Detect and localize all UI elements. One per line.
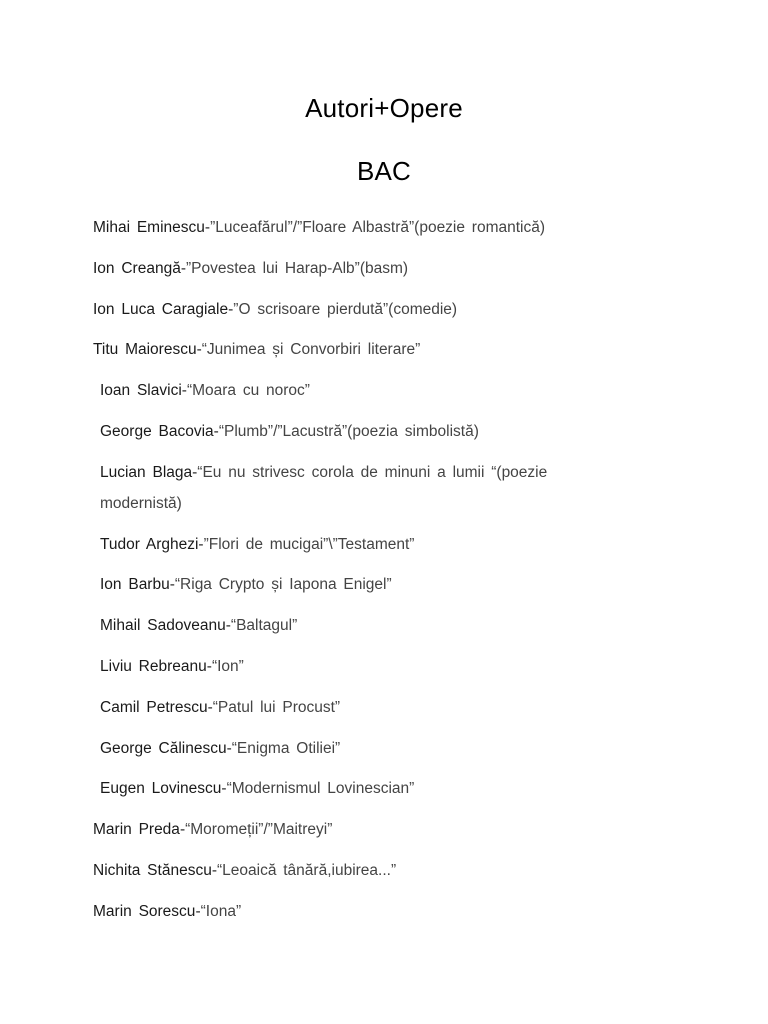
list-item (93, 855, 613, 886)
separator: - (195, 902, 201, 920)
author-name: George Călinescu (100, 739, 227, 757)
work-title: ”Luceafărul”/”Floare Albastră”(poezie romantică) (210, 219, 546, 236)
separator: - (221, 780, 227, 798)
author-name: Ion Creangă (93, 259, 181, 277)
list-item (93, 773, 613, 804)
separator: - (213, 422, 219, 440)
work-title: “Moara cu noroc” (186, 382, 310, 400)
list-item (93, 814, 613, 845)
separator: - (226, 739, 232, 757)
author-name: Mihail Sadoveanu (100, 617, 226, 635)
author-name: Mihai Eminescu (93, 219, 205, 236)
work-title: ”Flori de mucigai”\”Testament” (203, 535, 415, 553)
separator: - (181, 382, 187, 400)
work-title: “Plumb”/”Lacustră”(poezia simbolistă) (218, 422, 479, 440)
author-name: Ioan Slavici (100, 382, 182, 400)
document-subtitle: BAC (356, 156, 412, 186)
work-title: “Moromeții”/”Maitreyi” (185, 821, 333, 839)
separator: - (225, 617, 231, 635)
work-title: “Junimea și Convorbiri literare” (201, 341, 421, 359)
author-works-list (93, 212, 613, 937)
work-title: “Baltagul” (230, 617, 298, 635)
list-item (93, 253, 613, 284)
author-name: Marin Preda (93, 821, 180, 839)
author-name: Lucian Blaga (100, 463, 193, 481)
work-title: “Riga Crypto și Iapona Enigel” (174, 576, 392, 594)
work-title: ”O scrisoare pierdută”(comedie) (233, 300, 458, 318)
separator: - (207, 698, 213, 716)
separator: - (204, 219, 211, 236)
work-title: “Iona” (200, 902, 242, 920)
work-title: “Ion” (211, 657, 244, 675)
author-name: Ion Luca Caragiale (93, 300, 229, 318)
author-name: Tudor Arghezi (100, 535, 199, 553)
separator: - (211, 861, 217, 879)
separator: - (180, 259, 186, 277)
list-item (93, 375, 613, 406)
list-item (93, 569, 613, 600)
work-title: “Enigma Otiliei” (231, 739, 341, 757)
list-item (93, 692, 613, 723)
separator: - (192, 463, 198, 481)
document-title: Autori+Opere (305, 93, 463, 123)
separator: - (196, 341, 202, 359)
separator: - (198, 535, 204, 553)
work-title: “Patul lui Procust” (212, 698, 341, 716)
list-item (93, 457, 613, 519)
list-item (93, 896, 613, 927)
author-name: Eugen Lovinescu (100, 780, 222, 798)
separator: - (228, 300, 234, 318)
list-item (93, 294, 613, 325)
author-name: Camil Petrescu (100, 698, 208, 716)
list-item (93, 610, 613, 641)
author-name: Nichita Stănescu (93, 861, 212, 879)
list-item (93, 733, 613, 764)
work-title: “Modernismul Lovinescian” (226, 780, 415, 798)
list-item (93, 334, 613, 365)
work-title: “Leoaică tânără,iubirea...” (216, 861, 397, 879)
list-item (93, 651, 613, 682)
separator: - (206, 657, 212, 675)
author-name: Ion Barbu (100, 576, 170, 594)
work-title: ”Povestea lui Harap-Alb”(basm) (185, 259, 409, 277)
list-item (93, 529, 613, 560)
list-item (93, 212, 613, 243)
work-title: “Eu nu strivesc corola de minuni a lumii “(poezie modernistă) (100, 463, 548, 512)
separator: - (169, 576, 175, 594)
author-name: Titu Maiorescu (93, 341, 197, 359)
author-name: George Bacovia (100, 422, 214, 440)
list-item (93, 416, 613, 447)
author-name: Marin Sorescu (93, 902, 196, 920)
separator: - (179, 821, 186, 839)
author-name: Liviu Rebreanu (100, 657, 207, 675)
